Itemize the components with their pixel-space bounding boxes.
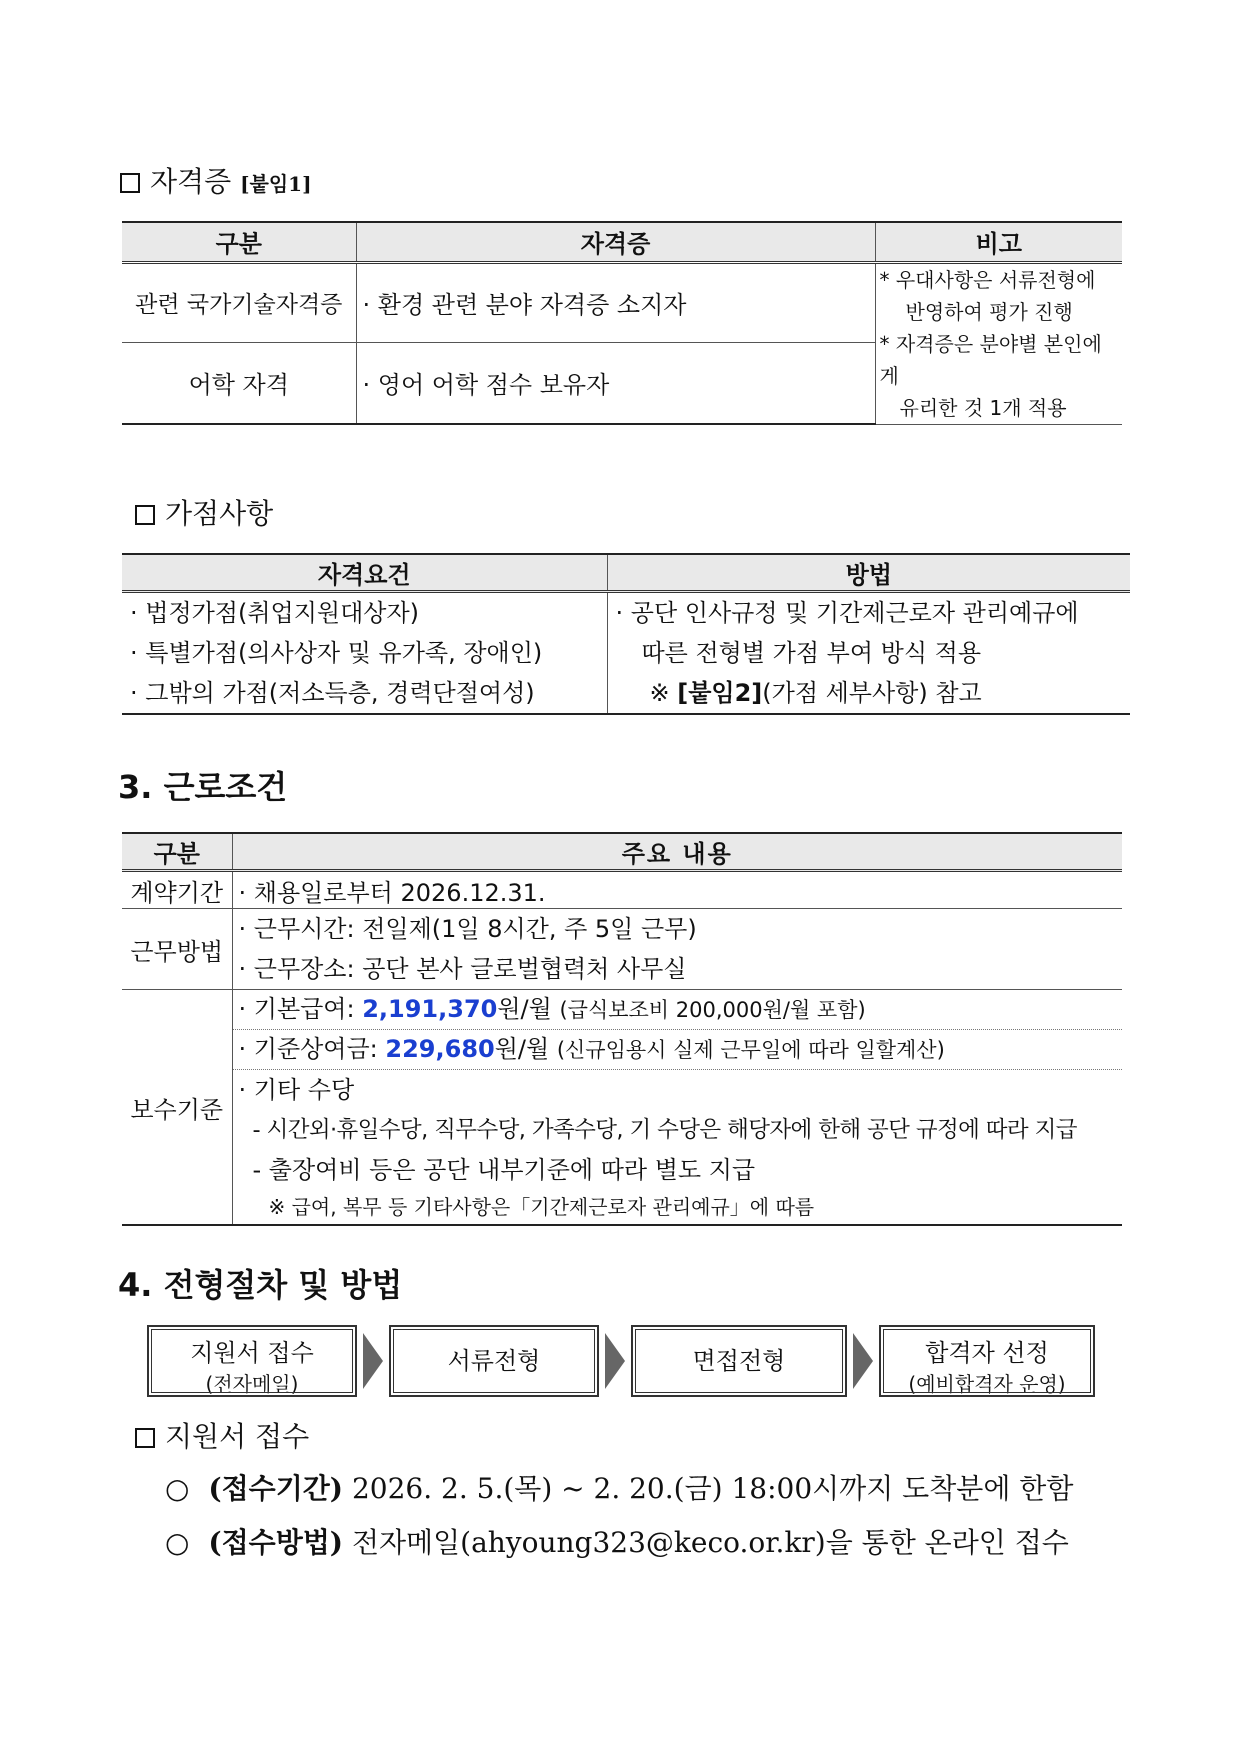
row-cert: · 영어 어학 점수 보유자 [356, 342, 875, 424]
base-pay-note: (급식보조비 200,000원/월 포함) [559, 998, 866, 1022]
header-method: 방법 [607, 554, 1130, 592]
flow-arrow-icon [853, 1333, 873, 1389]
method-cell [607, 592, 1130, 715]
work-cell [232, 909, 1122, 990]
header-content: 주요 내용 [232, 833, 1122, 871]
method-note-bold: [붙임2] [677, 679, 763, 707]
method-line1: · 공단 인사규정 및 기간제근로자 관리예규에 [615, 599, 1079, 627]
list-item [165, 1467, 1073, 1507]
subsection-title: 지원서 접수 [165, 1420, 310, 1453]
list-item [165, 1521, 1069, 1561]
header-cert: 자격증 [356, 222, 875, 262]
method-line2: 따른 전형별 가점 부여 방식 적용 [641, 639, 982, 667]
flow-step-label: 지원서 접수 [190, 1339, 314, 1367]
header-note: 비고 [875, 222, 1122, 262]
section2-title: 가점사항 [165, 497, 274, 530]
base-pay-amount: 2,191,370 [362, 995, 498, 1023]
section1-tag: [붙임1] [240, 172, 312, 196]
table-header-row [122, 222, 1122, 262]
note-1-line2: 반영하여 평가 진행 [905, 299, 1073, 324]
section2-heading [135, 492, 273, 532]
note-2-line1: * 자격증은 분야별 본인에게 [879, 331, 1102, 388]
pay-cell [232, 990, 1122, 1226]
flow-step-final [879, 1325, 1095, 1397]
header-requirement: 자격요건 [122, 554, 607, 592]
method-note-prefix: ※ [649, 679, 678, 707]
checkbox-square-icon [135, 1428, 155, 1448]
flow-step-document [389, 1325, 599, 1397]
header-category: 구분 [122, 833, 232, 871]
note-cell [875, 262, 1122, 424]
base-pay-unit: 원/월 [497, 995, 552, 1023]
section1-title: 자격증 [150, 165, 232, 198]
table-header-row [122, 554, 1130, 592]
flow-arrow-icon [605, 1333, 625, 1389]
section1-heading [120, 160, 312, 200]
other-line1: - 시간외·휴일수당, 직무수당, 가족수당, 기 수당은 해당자에 한해 공단 규정에 따라 지급 [252, 1117, 1077, 1143]
note-2-line2: 유리한 것 1개 적용 [899, 395, 1067, 420]
flow-step-label: 서류전형 [447, 1347, 541, 1375]
flow-step-sub: (예비합격자 운영) [908, 1372, 1066, 1396]
bonus-line [233, 1030, 1123, 1070]
item-text: 2026. 2. 5.(목) ~ 2. 20.(금) 18:00시까지 도착분에 한함 [351, 1472, 1074, 1505]
working-conditions-table [122, 832, 1122, 1226]
bonus-points-table [122, 553, 1130, 715]
table-row [122, 909, 1122, 990]
work-line: · 근무시간: 전일제(1일 8시간, 주 5일 근무) [238, 915, 697, 943]
pay-label: 보수기준 [122, 990, 232, 1226]
base-pay-line [233, 990, 1123, 1030]
other-allowance [233, 1070, 1123, 1224]
section3-title: 3. 근로조건 [118, 768, 288, 806]
contract-text: · 채용일로부터 2026.12.31. [232, 871, 1122, 909]
flow-step-sub: (전자메일) [205, 1372, 299, 1396]
item-text: 전자메일(ahyoung323@keco.or.kr)을 통한 온라인 접수 [351, 1526, 1069, 1559]
checkbox-square-icon [135, 505, 155, 525]
table-row [122, 871, 1122, 909]
certificate-table [122, 221, 1122, 425]
other-title: · 기타 수당 [238, 1076, 355, 1104]
method-note-rest: (가점 세부사항) 참고 [762, 679, 982, 707]
other-line2: - 출장여비 등은 공단 내부기준에 따라 별도 지급 [252, 1156, 756, 1184]
requirement-item: · 특별가점(의사상자 및 유가족, 장애인) [130, 639, 543, 667]
row-category: 어학 자격 [122, 342, 356, 424]
base-pay-prefix: · 기본급여: [238, 995, 363, 1023]
row-category: 관련 국가기술자격증 [122, 262, 356, 342]
bullet-icon: ○ [165, 1472, 190, 1505]
requirement-item: · 그밖의 가점(저소득층, 경력단절여성) [130, 679, 535, 707]
bonus-note: (신규임용시 실제 근무일에 따라 일할계산) [556, 1038, 945, 1062]
flow-step-label: 면접전형 [692, 1347, 786, 1375]
row-cert: · 환경 관련 분야 자격증 소지자 [356, 262, 875, 342]
table-header-row [122, 833, 1122, 871]
flow-step-application [147, 1325, 357, 1397]
work-label: 근무방법 [122, 909, 232, 990]
table-row [122, 990, 1122, 1226]
section4-title: 4. 전형절차 및 방법 [118, 1266, 403, 1304]
contract-label: 계약기간 [122, 871, 232, 909]
table-row [122, 592, 1130, 715]
flow-step-label: 합격자 선정 [925, 1339, 1049, 1367]
item-label: (접수기간) [208, 1472, 344, 1505]
checkbox-square-icon [120, 173, 140, 193]
flow-arrow-icon [363, 1333, 383, 1389]
bonus-unit: 원/월 [494, 1035, 550, 1063]
bonus-amount: 229,680 [385, 1035, 495, 1063]
work-line: · 근무장소: 공단 본사 글로벌협력처 사무실 [238, 955, 687, 983]
table-row [122, 262, 1122, 342]
bullet-icon: ○ [165, 1526, 190, 1559]
other-note: ※ 급여, 복무 등 기타사항은「기간제근로자 관리예규」에 따름 [268, 1195, 815, 1219]
header-category: 구분 [122, 222, 356, 262]
note-1-line1: * 우대사항은 서류전형에 [879, 267, 1096, 292]
requirement-item: · 법정가점(취업지원대상자) [130, 599, 420, 627]
bonus-prefix: · 기준상여금: [238, 1035, 386, 1063]
subsection-heading [135, 1415, 309, 1455]
requirements-cell [122, 592, 607, 715]
item-label: (접수방법) [208, 1526, 344, 1559]
flow-step-interview [631, 1325, 847, 1397]
method-note [616, 673, 1125, 713]
